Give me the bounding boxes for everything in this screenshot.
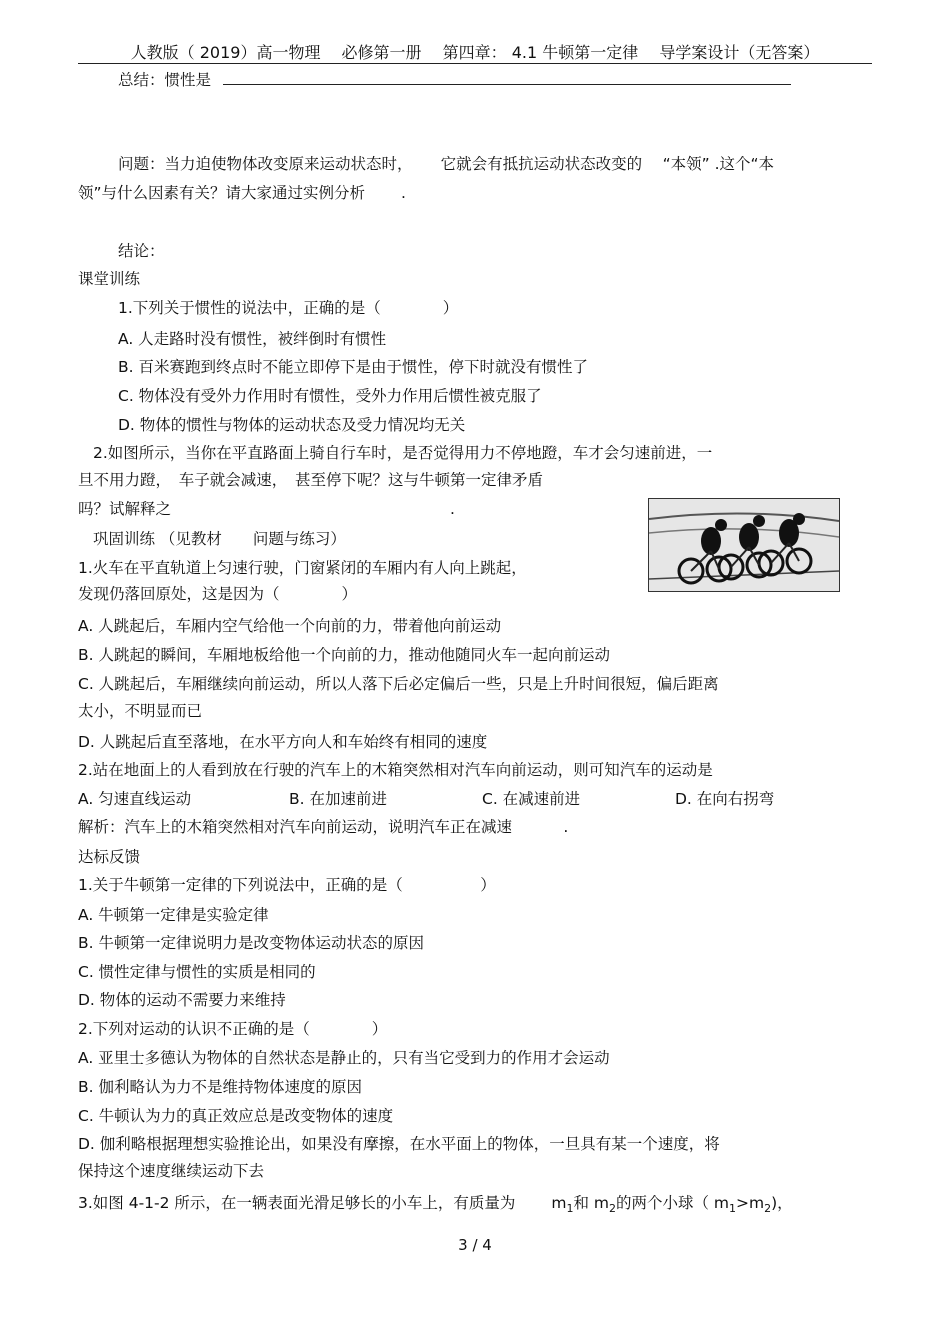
cyclists-photo [648, 498, 840, 592]
cs-question-1-line-1: 1.火车在平直轨道上匀速行驶，门窗紧闭的车厢内有人向上跳起， [78, 559, 527, 577]
header-rule [78, 63, 872, 64]
cs-q1-option-a: A. 人跳起后，车厢内空气给他一个向前的力，带着他向前运动 [78, 617, 502, 635]
cs-q2-analysis: 解析：汽车上的木箱突然相对汽车向前运动，说明汽车正在减速 . [78, 818, 569, 836]
section-consolidate: 巩固训练 （见教材 问题与练习） [93, 530, 346, 548]
fb-q3-sub-3: 1 [729, 1202, 737, 1216]
fb-q3-text-5: )， [771, 1194, 793, 1212]
cs-question-1-line-2: 发现仍落回原处，这是因为（ ） [78, 585, 358, 603]
fb-q3-text-4: >m [736, 1194, 765, 1212]
ct-q1-option-b: B. 百米赛跑到终点时不能立即停下是由于惯性，停下时就没有惯性了 [118, 358, 588, 376]
fb-q3-text-1: 3.如图 4-1-2 所示，在一辆表面光滑足够长的小车上，有质量为 m [78, 1194, 567, 1212]
fb-q1-option-a: A. 牛顿第一定律是实验定律 [78, 906, 269, 924]
fb-q3-text-3: 的两个小球（ m [615, 1194, 730, 1212]
cs-q2-option-b: B. 在加速前进 [289, 790, 387, 808]
ct-question-2-line-1: 2.如图所示，当你在平直路面上骑自行车时，是否觉得用力不停地蹬，车才会匀速前进，一 [93, 444, 713, 462]
fb-q3-sub-2: 2 [608, 1202, 616, 1216]
summary-blank [223, 70, 791, 85]
cs-q1-option-c-line-1: C. 人跳起后，车厢继续向前运动，所以人落下后必定偏后一些，只是上升时间很短，偏后距离 [78, 675, 719, 693]
fb-q2-option-d-line-1: D. 伽利略根据理想实验推论出，如果没有摩擦，在水平面上的物体，一旦具有某一个速度，将 [78, 1135, 720, 1153]
ct-question-1: 1.下列关于惯性的说法中，正确的是（ ） [118, 299, 459, 317]
ct-q1-option-c: C. 物体没有受外力作用时有惯性，受外力作用后惯性被克服了 [118, 387, 542, 405]
ct-q1-option-a: A. 人走路时没有惯性，被绊倒时有惯性 [118, 330, 387, 348]
ct-question-2-line-2: 旦不用力蹬， 车子就会减速， 甚至停下呢？这与牛顿第一定律矛盾 [78, 471, 544, 489]
fb-q2-option-c: C. 牛顿认为力的真正效应总是改变物体的速度 [78, 1107, 394, 1125]
cs-q2-option-a: A. 匀速直线运动 [78, 790, 192, 808]
cs-question-2: 2.站在地面上的人看到放在行驶的汽车上的木箱突然相对汽车向前运动，则可知汽车的运动是 [78, 761, 713, 779]
cs-q1-option-d: D. 人跳起后直至落地，在水平方向人和车始终有相同的速度 [78, 733, 488, 751]
section-class-training: 课堂训练 [78, 270, 141, 288]
summary-label: 总结：惯性是 [118, 71, 212, 89]
conclusion-label: 结论： [118, 242, 165, 260]
summary-line [118, 70, 791, 90]
cs-q2-option-d: D. 在向右拐弯 [675, 790, 775, 808]
cyclists-illustration [649, 499, 839, 591]
fb-q1-option-d: D. 物体的运动不需要力来维持 [78, 991, 286, 1009]
fb-q2-option-d-line-2: 保持这个速度继续运动下去 [78, 1162, 265, 1180]
ct-q1-option-d: D. 物体的惯性与物体的运动状态及受力情况均无关 [118, 416, 466, 434]
question-line-2: 领”与什么因素有关？请大家通过实例分析 . [78, 184, 406, 202]
fb-q1-option-b: B. 牛顿第一定律说明力是改变物体运动状态的原因 [78, 934, 424, 952]
question-line-1: 问题：当力迫使物体改变原来运动状态时， 它就会有抵抗运动状态改变的 “本领” .这个“本 [118, 155, 775, 173]
cs-q2-option-c: C. 在减速前进 [482, 790, 581, 808]
page-header: 人教版（ 2019）高一物理 必修第一册 第四章： 4.1 牛顿第一定律 导学案设计（无答案） [130, 43, 820, 62]
fb-q3-sub-1: 1 [566, 1202, 574, 1216]
fb-question-3 [78, 1193, 793, 1219]
page-number: 3 / 4 [458, 1236, 492, 1254]
fb-q2-option-a: A. 亚里士多德认为物体的自然状态是静止的，只有当它受到力的作用才会运动 [78, 1049, 610, 1067]
fb-q2-option-b: B. 伽利略认为力不是维持物体速度的原因 [78, 1078, 362, 1096]
cs-q1-option-b: B. 人跳起的瞬间，车厢地板给他一个向前的力，推动他随同火车一起向前运动 [78, 646, 610, 664]
fb-question-1: 1.关于牛顿第一定律的下列说法中，正确的是（ ） [78, 876, 496, 894]
section-feedback: 达标反馈 [78, 848, 141, 866]
fb-q1-option-c: C. 惯性定律与惯性的实质是相同的 [78, 963, 316, 981]
fb-q3-text-2: 和 m [573, 1194, 609, 1212]
ct-question-2-line-3: 吗？试解释之 . [78, 500, 455, 518]
fb-q3-sub-4: 2 [764, 1202, 772, 1216]
fb-question-2: 2.下列对运动的认识不正确的是（ ） [78, 1020, 388, 1038]
cs-q1-option-c-line-2: 太小，不明显而已 [78, 702, 203, 720]
